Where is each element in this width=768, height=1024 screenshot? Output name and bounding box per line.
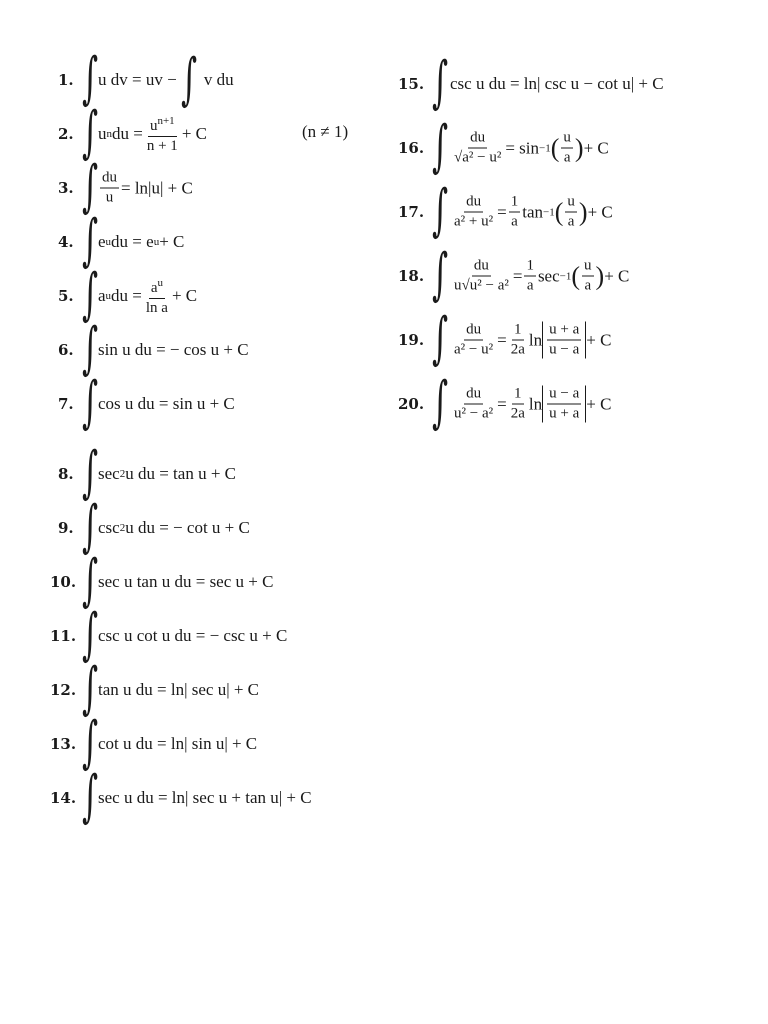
integral-sign: ∫	[82, 45, 99, 111]
integral-sign: ∫	[82, 99, 99, 165]
numerator: 1	[509, 194, 521, 213]
operator: =	[497, 202, 507, 221]
formula-expression	[450, 322, 611, 359]
formula-expression	[98, 232, 184, 252]
function: sec	[98, 464, 120, 483]
numerator: u	[149, 118, 158, 134]
fraction	[452, 258, 511, 295]
numerator: 1	[512, 386, 524, 405]
fraction	[547, 322, 581, 359]
formula-number: 14.	[50, 789, 77, 807]
operator: =	[512, 266, 523, 285]
denominator: n + 1	[146, 138, 178, 154]
exponent: −1	[559, 270, 572, 282]
formula-expression: tan u du = ln| sec u| + C	[98, 680, 260, 699]
denominator: u² − a²	[454, 405, 494, 422]
integral-sign: ∫	[82, 153, 99, 219]
numerator: a	[150, 280, 158, 296]
formula-number: 15.	[398, 75, 425, 93]
formula-number: 1.	[58, 71, 74, 89]
fraction	[547, 386, 581, 423]
expression-left: u dv = uv −	[98, 70, 177, 89]
formula-7	[58, 369, 378, 435]
differential: du =	[111, 286, 142, 305]
formula-expression: csc u cot u du = − csc u + C	[98, 626, 288, 645]
formula-expression: sec u du = ln| sec u + tan u| + C	[98, 788, 312, 807]
exponent: −1	[543, 206, 555, 218]
formula-number: 7.	[58, 395, 74, 413]
numerator: du	[464, 386, 483, 405]
denominator: u√u² − a²	[454, 277, 509, 294]
base: u	[98, 124, 107, 143]
formula-13	[50, 709, 380, 775]
constant: + C	[604, 266, 630, 285]
formula-number: 16.	[398, 139, 425, 157]
formula-expression	[450, 258, 629, 295]
formula-expression: sec u tan u du = sec u + C	[98, 572, 274, 591]
integral-sign: ∫	[432, 305, 449, 371]
formula-20	[398, 369, 738, 435]
function: ln	[528, 330, 543, 349]
formula-number: 6.	[58, 341, 74, 359]
base: a	[98, 286, 106, 305]
operator: =	[497, 394, 507, 413]
denominator: u + a	[549, 405, 580, 422]
denominator: u − a	[549, 341, 580, 358]
integral-sign: ∫	[82, 709, 99, 775]
absolute-value	[542, 386, 586, 423]
fraction	[509, 322, 527, 359]
exponent: 2	[119, 468, 126, 480]
fraction	[561, 130, 573, 167]
formula-number: 20.	[398, 395, 425, 413]
numerator: u	[561, 130, 573, 149]
denominator: √a² − u²	[454, 149, 502, 166]
integral-sign: ∫	[82, 369, 99, 435]
middle: du = e	[111, 232, 154, 251]
integral-sign: ∫	[82, 655, 99, 721]
denominator: ln a	[145, 300, 168, 316]
denominator: a	[567, 213, 575, 230]
left-paren: (	[571, 261, 581, 290]
formula-5	[58, 261, 378, 327]
formula-expression	[450, 386, 611, 423]
formula-4	[58, 207, 378, 273]
formula-number: 11.	[50, 627, 77, 645]
base: e	[98, 232, 106, 251]
numerator: du	[100, 170, 119, 189]
formula-number: 2.	[58, 125, 74, 143]
exponent: 2	[119, 522, 126, 534]
formula-expression: csc u du = ln| csc u − cot u| + C	[450, 74, 664, 93]
formula-expression	[98, 170, 193, 207]
numerator: du	[468, 130, 487, 149]
formula-expression	[98, 518, 250, 538]
fraction	[509, 194, 521, 231]
integral-sign: ∫	[82, 547, 99, 613]
left-paren: (	[550, 133, 560, 162]
formula-expression	[98, 275, 197, 317]
formula-number: 19.	[398, 331, 425, 349]
formula-14	[50, 763, 380, 829]
formula-number: 4.	[58, 233, 74, 251]
numerator: u + a	[547, 322, 581, 341]
formula-6	[58, 315, 378, 381]
exponent: u	[157, 277, 164, 289]
fraction	[452, 194, 495, 231]
formula-number: 9.	[58, 519, 74, 537]
absolute-value	[542, 322, 586, 359]
left-paren: (	[554, 197, 564, 226]
formula-9	[58, 493, 378, 559]
fraction	[582, 258, 594, 295]
exponent: n	[106, 128, 112, 140]
integral-sign: ∫	[180, 47, 197, 112]
denominator: u	[105, 189, 114, 206]
formula-expression: cos u du = sin u + C	[98, 394, 235, 413]
result: u du = tan u + C	[125, 464, 237, 483]
fraction	[509, 386, 527, 423]
denominator: a² − u²	[454, 341, 494, 358]
integral-sign: ∫	[82, 439, 99, 505]
formula-number: 18.	[398, 267, 425, 285]
formula-expression: sin u du = − cos u + C	[98, 340, 249, 359]
formula-16	[398, 113, 738, 179]
formula-10	[50, 547, 380, 613]
right-paren: )	[574, 133, 584, 162]
right-paren: )	[578, 197, 588, 226]
formula-1	[58, 45, 378, 112]
operator: = sin	[505, 138, 540, 157]
formula-8	[58, 439, 378, 505]
numerator: du	[464, 194, 483, 213]
fraction	[144, 275, 170, 317]
denominator: 2a	[510, 405, 525, 422]
denominator: a	[563, 149, 571, 166]
formula-number: 3.	[58, 179, 74, 197]
formula-3	[58, 153, 378, 219]
formula-expression	[98, 113, 207, 155]
integral-sign: ∫	[82, 315, 99, 381]
fraction	[565, 194, 577, 231]
integral-sign: ∫	[82, 207, 99, 273]
formula-2	[58, 99, 378, 165]
formula-expression	[450, 194, 613, 231]
numerator: u	[582, 258, 594, 277]
function: csc	[98, 518, 120, 537]
operator: =	[497, 330, 507, 349]
exponent: u	[105, 236, 112, 248]
differential: du =	[112, 124, 143, 143]
constant: + C	[587, 202, 613, 221]
numerator: du	[472, 258, 491, 277]
constant: + C	[171, 286, 198, 305]
integral-sign: ∫	[82, 261, 99, 327]
fraction	[452, 386, 495, 423]
formula-number: 17.	[398, 203, 425, 221]
integral-sign: ∫	[432, 177, 449, 243]
constant: + C	[181, 124, 207, 143]
formula-number: 5.	[58, 287, 74, 305]
formula-19	[398, 305, 738, 371]
formula-number: 10.	[50, 573, 77, 591]
formula-expression	[450, 130, 609, 167]
integral-sign: ∫	[82, 763, 99, 829]
formula-11	[50, 601, 380, 667]
formula-number: 12.	[50, 681, 77, 699]
function: sec	[537, 266, 560, 285]
formula-15	[398, 49, 738, 115]
numerator: u − a	[547, 386, 581, 405]
numerator: 1	[512, 322, 524, 341]
fraction	[452, 322, 495, 359]
integral-sign: ∫	[432, 49, 449, 115]
result: = ln|u| + C	[121, 178, 193, 197]
function: tan	[522, 202, 543, 221]
denominator: a	[511, 213, 518, 230]
integral-sign: ∫	[432, 113, 449, 179]
integral-sign: ∫	[432, 241, 449, 307]
fraction	[452, 130, 503, 167]
denominator: 2a	[510, 341, 525, 358]
exponent: u	[105, 290, 112, 302]
denominator: a	[526, 277, 534, 294]
exponent: n+1	[157, 115, 175, 127]
numerator: 1	[524, 258, 536, 277]
expression-right: v du	[203, 70, 234, 89]
exponent: u	[153, 236, 160, 248]
integral-sign: ∫	[432, 369, 449, 435]
denominator: a	[584, 277, 592, 294]
formula-expression: cot u du = ln| sin u| + C	[98, 734, 258, 753]
formula-18	[398, 241, 738, 307]
formula-number: 13.	[50, 735, 77, 753]
numerator: u	[565, 194, 577, 213]
denominator: a² + u²	[454, 213, 494, 230]
integral-sign: ∫	[82, 601, 99, 667]
function: ln	[528, 394, 543, 413]
constant: + C	[586, 330, 612, 349]
constant: + C	[159, 232, 185, 251]
formula-expression	[98, 464, 236, 484]
fraction	[145, 113, 180, 155]
right-paren: )	[595, 261, 605, 290]
formula-17	[398, 177, 738, 243]
exponent: −1	[539, 142, 551, 154]
formula-number: 8.	[58, 465, 74, 483]
constant: + C	[583, 138, 609, 157]
fraction	[100, 170, 119, 207]
fraction	[524, 258, 536, 295]
constant: + C	[586, 394, 612, 413]
numerator: du	[464, 322, 483, 341]
formula-expression	[98, 47, 234, 112]
formula-12	[50, 655, 380, 721]
result: u du = − cot u + C	[125, 518, 250, 537]
condition: (n ≠ 1)	[302, 122, 349, 141]
integral-sign: ∫	[82, 493, 99, 559]
